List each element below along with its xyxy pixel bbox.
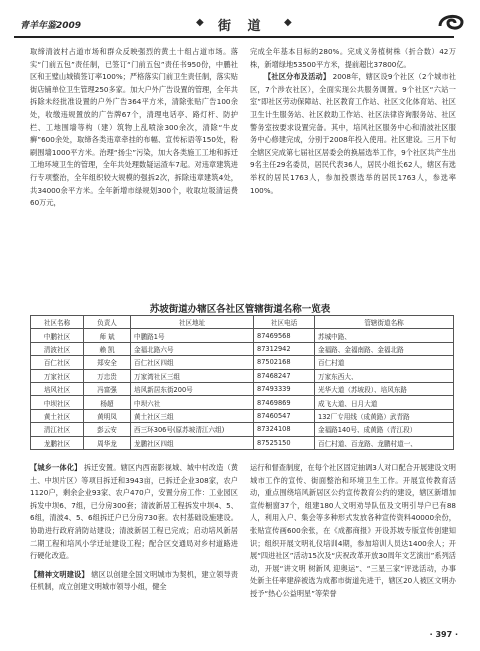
table-cell: 龙鹏社区四组	[131, 436, 254, 449]
column-header: 社区地址	[131, 316, 254, 329]
table-cell: 彭云安	[84, 423, 131, 436]
table-row	[31, 356, 454, 369]
table-cell: 87468247	[254, 369, 315, 382]
civilization-paragraph: 【精神文明建设】 辖区以创建全国文明城市为契机，建立领导责任机制，成立创建文明城市领导小组，健全	[30, 569, 238, 592]
table-cell: 培风社区	[31, 382, 84, 395]
table-row	[31, 396, 454, 409]
table-cell: 百仁村道	[315, 356, 454, 369]
table-cell: 郑安全	[84, 356, 131, 369]
table-cell: 百仁村道、百龙路、龙鹏村道一、	[315, 436, 454, 449]
section-tag: 【精神文明建设】	[30, 569, 89, 579]
table-row	[31, 409, 454, 422]
table-cell: 87502168	[254, 356, 315, 369]
table-cell: 中坝社区	[31, 396, 84, 409]
section-title: 街 道	[218, 19, 267, 34]
table-cell: 87469869	[254, 396, 315, 409]
table-cell: 师 斌	[84, 329, 131, 342]
table-cell: 杨超	[84, 396, 131, 409]
table-cell: 百仁社区四组	[131, 356, 254, 369]
table-cell: 清江社区	[31, 423, 84, 436]
table-cell: 黄明凤	[84, 409, 131, 422]
table-row	[31, 369, 454, 382]
page-number: · 397 ·	[429, 630, 458, 639]
table-cell: 中鹏路1号	[131, 329, 254, 342]
urban-rural-paragraph: 【城乡一体化】 拆迁安置。辖区内西南影视城、城中村改造（黄土、中坝片区）等项目拆迁和3943亩，已拆迁企业308家，农户1120户，剩余企业93家、农户470户，安置分房工作：工业园区拆发中坝6、7组，已分房300套；清波新居工程拆发中坝4、5、6组，清波4、5、6组拆迁户已分房730套。农村基础设施建设。协助进行政府消防站建设；清波新居工程已完成；启动培风新居二期工程和培风小学迁址建设工程；配合区交通局对乡村道路进行硬化改造。	[30, 463, 238, 561]
column-header: 社区名称	[31, 316, 84, 329]
table-cell: 万家社区	[31, 369, 84, 382]
bottom-left-column	[30, 462, 238, 594]
table-cell: 龙鹏社区	[31, 436, 84, 449]
table-title: 苏坡街道办辖区各社区管辖街道名称一览表	[149, 304, 331, 315]
paragraph: 完成全年基本目标的280%。完成义务植树株（折合数）42万株，新增绿地53500平方米，提前超比37800亿。	[250, 47, 456, 69]
table-header-row	[31, 316, 454, 329]
table-cell: 赖 凯	[84, 342, 131, 355]
community-paragraph: 【社区分布及活动】 2008年，辖区设9个社区（2个城市社区，7个涉农社区），全面实现公共服务调置。9个社区“六站一室”即社区劳动保障站、社区教育工作站、社区文化体育站、社区卫生计生服务站、社区救助工作站、社区法律咨询服务站、社区警务室按要求设置完备。其中，培风社区服务中心和清波社区服务中心修建完成，分别于2008年投入使用。社区建设。三月下旬全辖区完成第七届社区居委会的换届选举工作，9个社区共产生出9名主任29名委员，居民代表36人，居民小组长62人，辖区有选举权的居民1763人，参加投票选举的居民1763人，参选率100%。	[250, 72, 456, 195]
section-tag: 【社区分布及活动】	[264, 72, 331, 82]
table-cell: 成飞大道、日月大道	[315, 396, 454, 409]
table-cell: 光华大道（苏坡段）、培风东路	[315, 382, 454, 395]
table-cell: 百仁社区	[31, 356, 84, 369]
table-cell: 87312942	[254, 342, 315, 355]
table-row	[31, 436, 454, 449]
table-cell: 87493339	[254, 382, 315, 395]
table-cell: 金福路、金福南路、金福北路	[315, 342, 454, 355]
table-cell: 金福北路六号	[131, 342, 254, 355]
table-cell: 黄土社区	[31, 409, 84, 422]
bottom-right-column	[250, 462, 456, 601]
table-cell: 中坝六社	[131, 396, 254, 409]
column-header: 管辖街道名称	[315, 316, 454, 329]
community-table	[30, 315, 454, 450]
paragraph: 取缔清波村占道市场和群众反映强烈的黄土十组占道市场。落实“门前五包”责任制，已签订“门前五包”责任书950份，中鹏社区和王璧山城镇签订率100%；严格落实门前卫生责任制，落实贴街店铺单位卫生管理250多家。加大户外广告设置的管理，全年共拆除未经批准设置的户外广告364平方米，清除张贴广告100余处，收缴违规置放的广告牌67个，清理电话亭、路灯杆、防护栏、工地围墙等构（建）筑物上乱喷涂300余次，清除“牛皮癣”600余处，取缔各类违章牵挂的布幅、宣传标语等150处，粉刷围墙1000平方米。治理“扬尘”污染，加大各类施工工地和拆迁工地环境卫生的管理，全年共处理数疑运渣车7起。对违章建筑进行专项整治，全年组织较大规模的强拆2次，拆除违章建筑4处，共34000余平方米。全年新增市绿规划300个，收取垃圾清运费60万元，	[30, 47, 238, 208]
table-cell: 87469568	[254, 329, 315, 342]
table-row	[31, 423, 454, 436]
table-row	[31, 329, 454, 342]
table-cell: 培风新居东街200号	[131, 382, 254, 395]
diamond-icon: ◆	[284, 17, 292, 28]
top-left-column	[30, 46, 238, 210]
table-row	[31, 382, 454, 395]
table-cell: 冯富强	[84, 382, 131, 395]
page-header	[14, 12, 466, 38]
yearbook-title: 青羊年鉴2009	[20, 21, 82, 31]
table-cell: 87525150	[254, 436, 315, 449]
table-cell: 万家东西大、	[315, 369, 454, 382]
table-cell: 黄土社区三组	[131, 409, 254, 422]
table-cell: 清波社区	[31, 342, 84, 355]
column-header: 社区电话	[254, 316, 315, 329]
section-tag: 【城乡一体化】	[30, 463, 82, 472]
table-cell: 西三环306号(原苏坡清江六组)	[131, 423, 254, 436]
table-cell: 87460547	[254, 409, 315, 422]
table-cell: 金福路140号、成黄路（青江段）	[315, 423, 454, 436]
table-cell: 周华龙	[84, 436, 131, 449]
table-cell: 中鹏社区	[31, 329, 84, 342]
header-rule	[14, 36, 454, 38]
column-header: 负责人	[84, 316, 131, 329]
table-cell: 132厂专用线（成黄路）武青路	[315, 409, 454, 422]
table-cell: 万忠贵	[84, 369, 131, 382]
table-cell: 苏城中路、	[315, 329, 454, 342]
paragraph: 运行和督查制度，在每个社区固定抽调3人对口配合开展建设文明城市工作的宣传、街面整治和环境卫生工作。开展宣传教育活动，重点围绕培风新居区公约宣传教育公约的建设，辖区新增加宣传橱窗37个，组建180人文明劝导队伍及文明引导户已有88人，利用入户、集会等多种形式发放各种宣传资料40000余份，张贴宣传画600余张，在《成都商报》开设苏坡专版宣传创建知识；组织开展文明礼仪培训4期，参加培训人员达1400余人；开展“四进社区”活动15次及“庆祝改革开放30周年文艺演出”系列活动，开展“讲文明 树新风 迎奥运”、“三星三家”评选活动，办事处新主任率建辞被选为成都市街道先进干，辖区20人被区文明办授予“热心公益明星”等荣誉	[250, 463, 456, 598]
table-cell: 87324108	[254, 423, 315, 436]
table-cell: 万家湾社区三组	[131, 369, 254, 382]
diamond-icon: ◆	[196, 17, 204, 28]
top-right-column	[250, 46, 456, 197]
table-row	[31, 342, 454, 355]
